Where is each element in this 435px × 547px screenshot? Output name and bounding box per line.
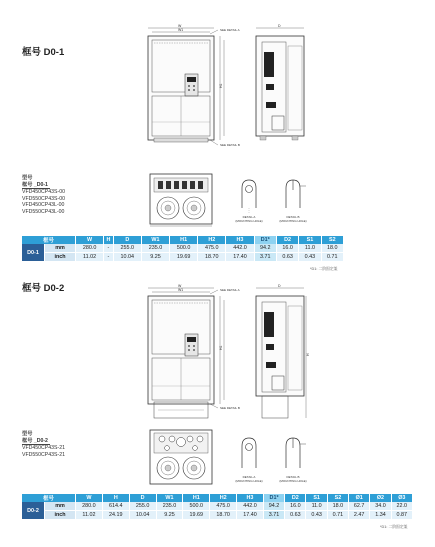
table-header-cell: W1: [141, 236, 169, 244]
models-heading: 型号: [22, 175, 33, 181]
table-header-cell: D: [113, 236, 141, 244]
dimension-table-d02: [22, 494, 413, 520]
table-header-cell: D1*: [263, 494, 284, 502]
svg-text:W1: W1: [178, 28, 184, 32]
detail-a-drawing-d02: [232, 434, 266, 484]
table-header-cell: S1: [299, 236, 321, 244]
bottom-view-drawing-d02: [148, 428, 214, 488]
svg-text:DETAIL B: DETAIL B: [286, 215, 300, 219]
table-header-cell: S1: [306, 494, 327, 502]
frame-label: 框号 _D0-2: [22, 437, 48, 444]
value-cell: 255.0: [113, 244, 141, 253]
value-cell: 235.0: [141, 244, 169, 253]
table-header-cell: H3: [226, 236, 254, 244]
value-cell: 280.0: [76, 244, 104, 253]
value-cell: 18.70: [210, 511, 237, 520]
table-header-cell: D1*: [254, 236, 276, 244]
value-cell: 280.0: [76, 502, 103, 511]
svg-text:(MOUNTING HOLE): (MOUNTING HOLE): [279, 219, 307, 223]
svg-text:(MOUNTING HOLE): (MOUNTING HOLE): [235, 479, 263, 483]
table-header-cell: H3: [237, 494, 264, 502]
value-cell: 3.71: [263, 511, 284, 520]
value-cell: 9.25: [156, 511, 183, 520]
unit-cell: mm: [45, 502, 76, 511]
value-cell: 94.2: [263, 502, 284, 511]
svg-text:H1: H1: [219, 345, 223, 350]
side-view-drawing-d02: [252, 284, 318, 424]
value-cell: 24.19: [102, 511, 129, 520]
value-cell: 255.0: [129, 502, 156, 511]
value-cell: 0.87: [391, 511, 412, 520]
model-item: VFD450CP43L-00: [22, 202, 65, 209]
frame-cell: D0-1: [22, 244, 45, 262]
value-cell: 9.25: [141, 253, 169, 262]
model-item: VFD550CP43S-00: [22, 195, 65, 202]
value-cell: 0.43: [299, 253, 321, 262]
table-header-cell: H2: [198, 236, 226, 244]
table-header-cell: H2: [210, 494, 237, 502]
table-header-cell: D: [129, 494, 156, 502]
unit-cell: mm: [45, 244, 76, 253]
model-item: VFD450CP43S-00: [22, 189, 65, 196]
value-cell: 18.70: [198, 253, 226, 262]
table-header-cell: 框号: [22, 236, 76, 244]
unit-cell: inch: [45, 253, 76, 262]
value-cell: 614.4: [102, 502, 129, 511]
svg-text:SEE DETAIL A: SEE DETAIL A: [220, 288, 240, 292]
svg-text:SEE DETAIL A: SEE DETAIL A: [220, 28, 240, 32]
frame-cell: D0-2: [22, 502, 45, 520]
models-heading: 型号: [22, 431, 33, 437]
value-cell: 19.69: [170, 253, 198, 262]
value-cell: 10.04: [113, 253, 141, 262]
table-row: [22, 244, 344, 253]
svg-text:(MOUNTING HOLE): (MOUNTING HOLE): [235, 219, 263, 223]
table-header-cell: H: [102, 494, 129, 502]
svg-text:D: D: [278, 24, 281, 28]
value-cell: 442.0: [237, 502, 264, 511]
table-header-cell: W: [76, 494, 103, 502]
front-view-drawing-d01: [140, 22, 250, 157]
svg-text:SEE DETAIL B: SEE DETAIL B: [220, 143, 240, 147]
value-cell: 2.47: [349, 511, 370, 520]
svg-text:W: W: [178, 24, 182, 28]
value-cell: 19.69: [183, 511, 210, 520]
value-cell: -: [104, 253, 114, 262]
svg-text:W: W: [178, 284, 182, 288]
svg-text:D: D: [278, 284, 281, 288]
value-cell: 22.0: [391, 502, 412, 511]
model-list-d02: [22, 431, 65, 458]
table-header-cell: W1: [156, 494, 183, 502]
svg-text:DETAIL A: DETAIL A: [242, 215, 256, 219]
value-cell: 16.0: [276, 244, 298, 253]
value-cell: 0.63: [285, 511, 306, 520]
value-cell: 18.0: [321, 244, 343, 253]
value-cell: 0.43: [306, 511, 327, 520]
model-list-d01: [22, 175, 65, 216]
section-title-d01: 框号 D0-1: [22, 47, 65, 58]
value-cell: 475.0: [210, 502, 237, 511]
value-cell: 11.0: [299, 244, 321, 253]
frame-label: 框号 _D0-1: [22, 181, 48, 188]
value-cell: 500.0: [170, 244, 198, 253]
value-cell: 0.63: [276, 253, 298, 262]
svg-text:H1: H1: [219, 83, 223, 88]
table-row: [22, 253, 344, 262]
value-cell: 500.0: [183, 502, 210, 511]
table-row: [22, 502, 413, 511]
value-cell: 17.40: [226, 253, 254, 262]
model-item: VFD450CP43S-21: [22, 445, 65, 452]
value-cell: 442.0: [226, 244, 254, 253]
value-cell: 94.2: [254, 244, 276, 253]
value-cell: 11.02: [76, 253, 104, 262]
detail-b-drawing-d02: [276, 434, 310, 484]
value-cell: 235.0: [156, 502, 183, 511]
model-item: VFD550CP43S-21: [22, 451, 65, 458]
value-cell: 16.0: [285, 502, 306, 511]
table-header-row: [22, 494, 413, 502]
value-cell: 0.71: [327, 511, 348, 520]
table-header-row: [22, 236, 344, 244]
table-row: [22, 511, 413, 520]
table-note-d01: *D1: 二阶固定架: [310, 267, 338, 271]
table-header-cell: 框号: [22, 494, 76, 502]
svg-text:(MOUNTING HOLE): (MOUNTING HOLE): [279, 479, 307, 483]
svg-text:H: H: [306, 353, 310, 356]
model-item: VFD550CP43L-00: [22, 208, 65, 215]
section-title-d02: 框号 D0-2: [22, 283, 65, 294]
svg-text:DETAIL A: DETAIL A: [242, 475, 256, 479]
table-header-cell: D2: [276, 236, 298, 244]
svg-text:SEE DETAIL B: SEE DETAIL B: [220, 406, 240, 410]
dimension-table-d01: [22, 236, 344, 262]
table-header-cell: H: [104, 236, 114, 244]
value-cell: 11.0: [306, 502, 327, 511]
value-cell: 11.02: [76, 511, 103, 520]
table-header-cell: Ø1: [349, 494, 370, 502]
value-cell: 17.40: [237, 511, 264, 520]
value-cell: 62.7: [349, 502, 370, 511]
side-view-drawing-d01: [252, 22, 312, 142]
table-header-cell: H1: [170, 236, 198, 244]
table-header-cell: W: [76, 236, 104, 244]
table-header-cell: Ø3: [391, 494, 412, 502]
detail-b-drawing-d01: [276, 176, 310, 224]
value-cell: 475.0: [198, 244, 226, 253]
unit-cell: inch: [45, 511, 76, 520]
value-cell: 34.0: [370, 502, 391, 511]
detail-a-drawing-d01: [232, 176, 266, 224]
value-cell: 1.34: [370, 511, 391, 520]
table-header-cell: S2: [327, 494, 348, 502]
table-header-cell: Ø2: [370, 494, 391, 502]
bottom-view-drawing-d01: [148, 172, 214, 228]
table-header-cell: D2: [285, 494, 306, 502]
value-cell: 18.0: [327, 502, 348, 511]
svg-text:DETAIL B: DETAIL B: [286, 475, 300, 479]
svg-text:W1: W1: [178, 288, 184, 292]
table-header-cell: S2: [321, 236, 343, 244]
value-cell: 0.71: [321, 253, 343, 262]
value-cell: 3.71: [254, 253, 276, 262]
value-cell: -: [104, 244, 114, 253]
value-cell: 10.04: [129, 511, 156, 520]
table-header-cell: H1: [183, 494, 210, 502]
table-note-d02: *D1: 二阶固定架: [380, 525, 408, 529]
front-view-drawing-d02: [140, 284, 250, 424]
